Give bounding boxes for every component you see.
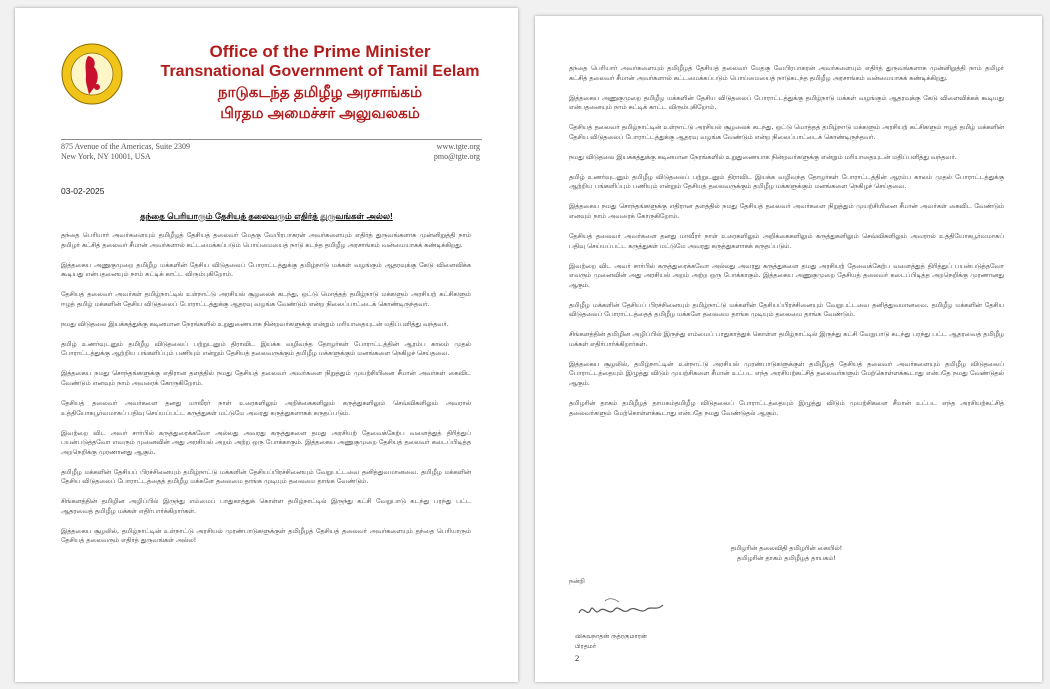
signatory-role: பிரதமர் (575, 643, 597, 650)
closing-slogan (569, 543, 1004, 563)
contact-info (375, 142, 480, 162)
paragraph: இவற்றை விட அவர் சார்பில் கருத்துரைக்கவோ அல்லது அவரது கருத்துகளை தமது அரசியற் தேவைக்கேற்ப வளைத்துத் திரித்துப் பயன்படுத்தவோ எவரும் முனைவின் அது அரசியல் அறம் அற்ற ஒரு போக்காகும். இத்தகைய அணுகுமுறை தேசியத் தலைவர் கடைப்பிடித்த அறநெறிக்கு முரணானது ஆகும். (61, 428, 471, 456)
paragraph: சிங்களத்தின் தமிழின அழிப்பில் இருந்து எம்மைப் பாதுகாத்துக் கொள்ள தமிழ்நாட்டில் இருந்து கட்சி வேறுபாடு கடந்து பரந்து பட்ட ஆதரவைத் தமிழீழ மக்கள் எதிர்பார்க்கிறார்கள். (61, 497, 471, 515)
paragraph: இத்தகைய அணுகுமுறை தமிழீழ மக்களின் தேசிய விடுதலைப் போராட்டத்துக்கு தமிழ்நாடு மக்கள் வழங்கும் ஆதரவுக்கு கேடு விளைவிக்கக் கூடியது என்பதனையும் நாம் சுட்டிக் காட்ட விரும்புகிறோம். (569, 93, 1004, 112)
paragraph: தேசியத் தலைவர் அவர்கள் தமிழ்நாட்டில் உள்நாட்டு அரசியல் சூழலைக் கடந்து, ஒட்டு மொத்தத் தமிழ்நாடு மக்களும் அரசியற் கட்சிகளும் ஈழத் தமிழ் மக்களின் தேசிய விடுதலைப் போராட்டத்துக்கு ஆதரவு வழங்க வேண்டும் என்ற நிலைப்பாட்டைக் கொண்டிருந்தவர். (61, 290, 471, 308)
paragraph: தமிழீழ மக்களின் தேசியப் பிரச்சினையும் தமிழ்நாட்டு மக்களின் தேசியப்பிரச்சினையும் வேறுபட்டவை தனித்துவமானவை. தமிழீழ மக்களின் தேசிய விடுதலைப் போராட்டத்தைத் தமிழீழ மக்களே தலைமை தாங்க முடியும் தலைமை தாங்க வேண்டும். (569, 300, 1004, 319)
paragraph: தமிழ் உணர்வுடனும் தமிழீழ விடுதலைப் பற்றுடனும் திராவிட இயக்க வழிவந்த தோழர்கள் போராட்டத்தின் ஆரம்ப காலம் முதல் போராட்டத்துக்கு ஆற்றிய பங்களிப்பும் பணியும் என்றும் தேசியத் தலைவருக்கும் தமிழீழ மக்களுக்கும் மனங்களை நெகிழச் செய்தவை. (569, 172, 1004, 191)
paragraph: தேசியத் தலைவர் அவர்களை தனது மாவீரர் நாள் உரைகளிலும் அறிக்கைகளிலும் கருத்துகளிலும் செவ்விகளிலும் அவரால் உத்தியோகபூர்வமாகப் பதிவு செய்யப்பட்ட கருத்துகள் மட்டுமே அவரது கருத்துகளாகக் கருதப்படும். (61, 399, 471, 417)
paragraph: தமிழீழ மக்களின் தேசியப் பிரச்சினையும் தமிழ்நாட்டு மக்களின் தேசியப்பிரச்சினையும் வேறுபட்டவை தனித்துவமானவை. தமிழீழ மக்களின் தேசிய விடுதலைப் போராட்டத்தைத் தமிழீழ மக்களே தலைமை தாங்க முடியும் தலைமை தாங்க வேண்டும். (61, 467, 471, 486)
government-title: Transnational Government of Tamil Eelam (160, 63, 480, 80)
address-line-2: New York, NY 10001, USA (61, 152, 151, 161)
paragraph: தேசியத் தலைவர் அவர்களை தனது மாவீரர் நாள் உரைகளிலும் அறிக்கைகளிலும் கருத்துகளிலும் செவ்விகளிலும் அவரால் உத்தியோகபூர்வமாகப் பதிவு செய்யப்பட்ட கருத்துகள் மட்டுமே அவரது கருத்துகளாகக் கருதப்படும். (569, 232, 1004, 250)
paragraph: தமிழரின் தாகம் தமிழீழத் தாயகம்தமிழீழ விடுதலைப் போராட்டத்தையும் இழுத்து விடும் முயற்சிகளை சீமான் உட்பட எந்த அரசியற்கட்சித் தலைவர்களும் மேற்கொள்ளக்கூடாது என்பதே நமது வேண்டுதல் ஆகும். (569, 399, 1004, 417)
page-number: 2 (575, 653, 580, 663)
closing-line-1: தமிழரின் தலைவிதி தமிழரின் கையில்! (730, 544, 843, 552)
paragraph: நமது விடுதலை இயக்கத்துக்கு கடினமான நேரங்களில் உறுதுணையாக நின்றவர்களுக்கு என்றும் மரியாதையுடன் மதிப்பளித்து வந்தவர். (61, 319, 449, 328)
signatory-name: விசுவநாதன் ருத்ரகுமாரன் (575, 633, 648, 640)
paragraph: இத்தகைய அணுகுமுறை தமிழீழ மக்களின் தேசிய விடுதலைப் போராட்டத்துக்கு தமிழ்நாடு மக்கள் வழங்கும் ஆதரவுக்கு கேடு விளைவிக்க கூடியது என்பதனையும் நாம் சுட்டிக் காட்ட விரும்புகிறோம். (61, 260, 471, 279)
paragraph: இவற்றை விட அவர் சார்பில் கருத்துரைக்கவோ அல்லது அவரது கருத்துகளை தமது அரசியற் தேவைக்கேற்ப வளைத்துத் திரித்துப் பயன்படுத்தவோ எவரும் முனைவின் அது அரசியல் அறம் அற்ற ஒரு போக்காகும். இத்தகைய அணுகுமுறை தேசியத் தலைவர் கடைப்பிடித்த அறநெறிக்கு முரணானது ஆகும். (569, 261, 1004, 289)
thanks-text: நன்றி (569, 577, 585, 585)
government-title-tamil: நாடுகடந்த தமிழீழ அரசாங்கம் (217, 84, 423, 101)
paragraph: நமது விடுதலை இயக்கத்துக்கு கடினமான நேரங்களில் உறுதுணையாக நின்றவர்களுக்கு என்றும் மரியாதையுடன் மதிப்பளித்து வந்தவர். (569, 152, 957, 161)
closing-line-2: தமிழரின் தாகம் தமிழீழத் தாயகம்! (737, 554, 836, 562)
document-page-2 (535, 16, 1042, 682)
paragraph: தந்தை பெரியார் அவர்களையும் தமிழீழத் தேசியத் தலைவர் மேதகு வேபிரபாகரன் அவர்களையும் எதிர்த் துருவங்களாக முன்னிறுத்தி நாம் தமிழர் கட்சித் தலைவர் சீமான் அவர்களால் கட்டமைக்கப்படும் பொய்மையைத் நாடு கடந்த தமிழீழ அரசாங்கம் வன்மையாகக் கண்டிக்கிறது. (61, 231, 471, 249)
paragraph: சிங்களத்தின் தமிழின அழிப்பில் இருந்து எம்மைப் பாதுகாத்துக் கொள்ள தமிழ்நாட்டில் இருந்து கட்சி வேறுபாடு கடந்து பரந்து பட்ட ஆதரவைத் தமிழீழ மக்கள் எதிர்பார்க்கிறார்கள். (569, 330, 1004, 348)
office-title-tamil: பிரதம அமைச்சர் அலுவலகம் (220, 105, 420, 122)
website-link[interactable]: www.tgte.org (436, 142, 480, 151)
paragraph: தேசியத் தலைவர் தமிழ்நாட்டின் உள்நாட்டு அரசியல் சூழலைக் கடந்து, ஒட்டு மொத்தத் தமிழ்நாடு மக்களும் அரசியற் கட்சிகளும் ஈழத் தமிழ் மக்களின் தேசிய விடுதலைப் போராட்டத்துக்கு ஆதரவு வழங்க வேண்டும் என்ற நிலைப்பாட்டைக் கொண்டிருந்தவர். (569, 123, 1004, 141)
email-link[interactable]: pmo@tgte.org (433, 152, 480, 161)
document-page-1 (15, 8, 518, 682)
postal-address (61, 142, 190, 162)
header-divider (61, 139, 482, 140)
letter-date: 03-02-2025 (61, 186, 105, 196)
letter-body-page-1 (61, 231, 471, 557)
letter-body-page-2 (569, 64, 1004, 429)
letter-title: தந்தை பெரியாரும் தேசியத் தலைவரும் எதிர்த் துருவங்கள் அல்ல! (140, 211, 393, 221)
paragraph: இத்தகைய நமது சொந்தங்களுக்கு எதிரான தளத்தில் நமது தேசியத் தலைவர் அவர்களை நிறுத்தும் முயற்சியினை சீமான் அவர்கள் கைவிட வேண்டும் எனவும் நாம் அவரைக் கோருகிறோம். (61, 369, 471, 387)
signatory (575, 632, 647, 652)
signature-icon (575, 593, 667, 625)
tgte-emblem-icon (61, 43, 123, 105)
paragraph: தமிழ் உணர்வுடனும் தமிழீழ விடுதலைப் பற்றுடனும் திராவிட இயக்க வழிவந்த தோழர்கள் போராட்டத்தின் ஆரம்ப காலம் முதல் போராட்டத்துக்கு ஆற்றிய பங்களிப்பும் பணியும் என்றும் தேசியத் தலைவருக்கும் தமிழீழ மக்களுக்கும் மனங்களை நெகிழச் செய்தவை. (61, 339, 471, 358)
paragraph: இத்தகைய சூழலில், தமிழ்நாட்டின் உள்நாட்டு அரசியல் முரண்பாடுகளுக்குள் தமிழீழத் தேசியத் தலைவர் அவர்களையும் தமிழீழ விடுதலைப் போராட்டத்தையும் இழுத்து விடும் முயற்சிகளை சீமான் உட்பட எந்த அரசியற்கட்சித் தலைவர்களும் மேற்கொள்ளக்கூடாது என்பதே நமது வேண்டுதல் ஆகும். (569, 359, 1004, 387)
paragraph: இத்தகைய நமது சொந்தங்களுக்கு எதிரான தளத்தில் நமது தேசியத் தலைவர் அவர்களை நிறுத்தும் முயற்சியினை சீமான் அவர்கள் கைவிட வேண்டும் எனவும் நாம் அவரைக் கோருகிறோம். (569, 202, 1004, 220)
office-title: Office of the Prime Minister (209, 42, 431, 61)
address-line-1: 875 Avenue of the Americas, Suite 2309 (61, 142, 190, 151)
paragraph: இத்தகைய சூழலில், தமிழ்நாட்டின் உள்நாட்டு அரசியல் முரண்பாடுகளுக்குள் தமிழீழத் தேசியத் தலைவர் அவர்களையும் தந்தை பெரியாரும் தேசியத் தலைவரும் எதிர்த் துருவங்கள் அல்ல! (61, 526, 471, 545)
paragraph: தந்தை பெரியார் அவர்களையும் தமிழீழத் தேசியத் தலைவர் மேதகு வேபிரபாகரன் அவர்களையும் எதிர்த் துருவங்களாக முன்னிறுத்தி நாம் தமிழர் கட்சித் தலைவர் சீமான் அவர்களால் கட்டமைக்கப்படும் பொய்மையைத் நாடுகடந்த தமிழீழ அரசாங்கம் வன்மையாகக் கண்டிக்கிறது. (569, 64, 1004, 82)
